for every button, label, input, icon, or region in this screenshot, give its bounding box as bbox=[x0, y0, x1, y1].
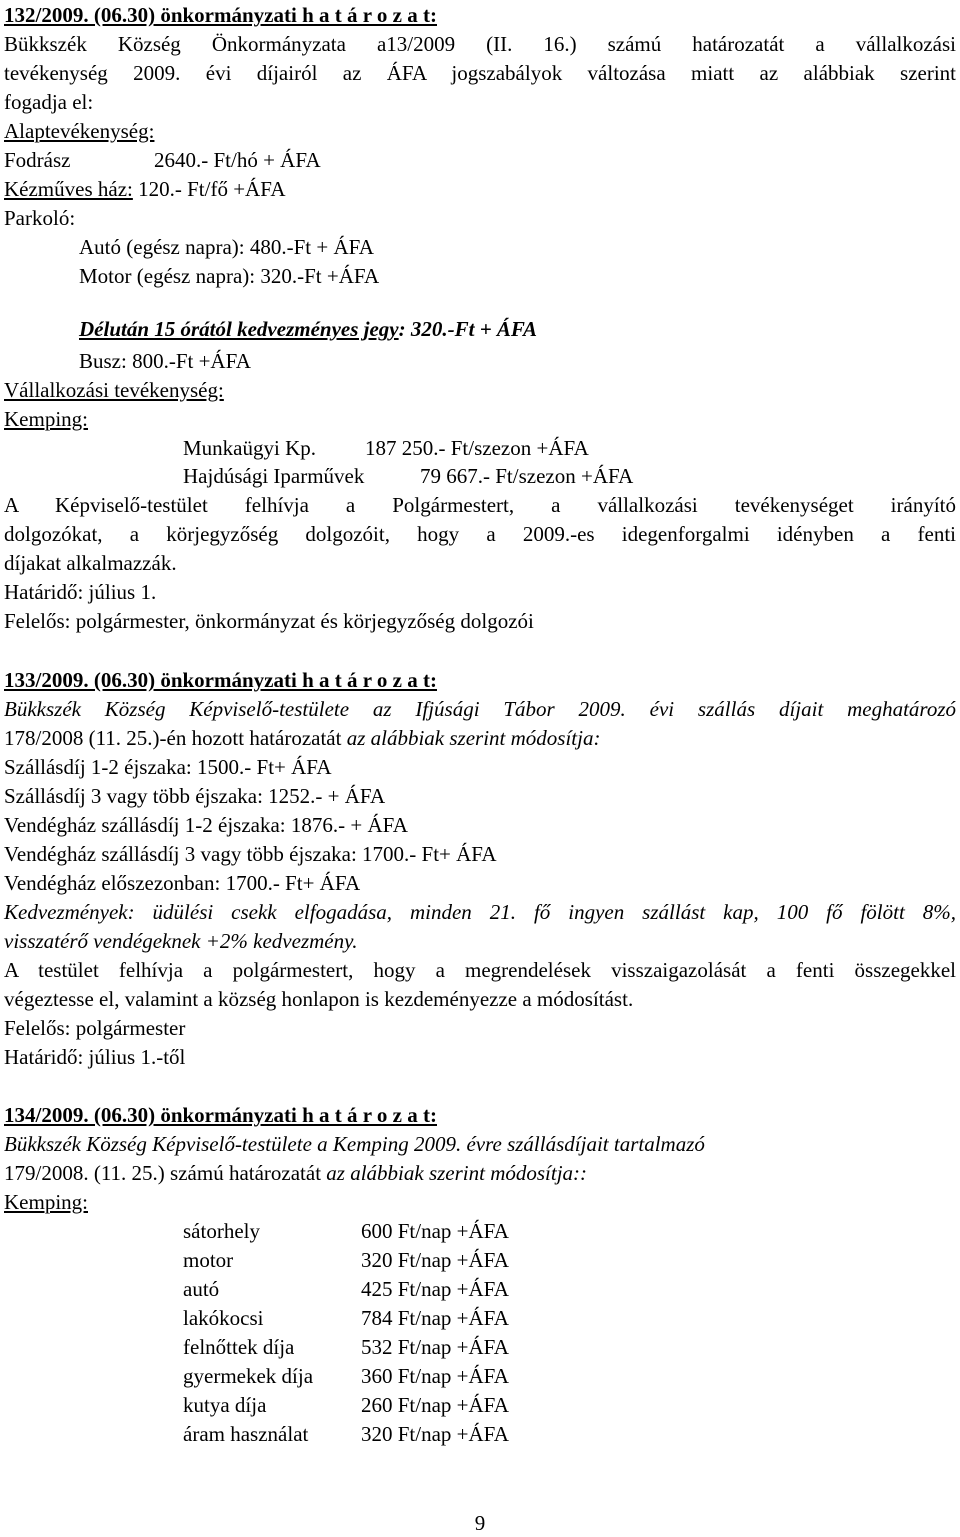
paragraph-line: A Képviselő-testület felhívja a Polgármestert, a vállalkozási tevékenységet irányító bbox=[4, 493, 956, 517]
rate-value: 320 Ft/nap +ÁFA bbox=[361, 1422, 509, 1446]
deadline-2: Határidő: július 1.-től bbox=[4, 1045, 186, 1069]
resolution-133-heading: 133/2009. (06.30) önkormányzati h a t á r o z a t: bbox=[4, 668, 437, 692]
munkaugyi-label: Munkaügyi Kp. bbox=[183, 436, 316, 460]
paragraph-line bbox=[4, 1160, 587, 1186]
rate-label: autó bbox=[183, 1277, 220, 1301]
resolution-134-heading: 134/2009. (06.30) önkormányzati h a t á r o z a t: bbox=[4, 1103, 437, 1127]
rate-label: felnőttek díja bbox=[183, 1335, 295, 1359]
rate-value: 360 Ft/nap +ÁFA bbox=[361, 1364, 509, 1388]
rate-label: lakókocsi bbox=[183, 1306, 264, 1330]
paragraph-line: dolgozókat, a körjegyzőség dolgozóit, hogy a 2009.-es idegenforgalmi idényben a fenti bbox=[4, 522, 956, 546]
rate-value: 320 Ft/nap +ÁFA bbox=[361, 1248, 509, 1272]
paragraph-text: 179/2008. (11. 25.) számú határozatát bbox=[4, 1161, 327, 1185]
rate-value: 532 Ft/nap +ÁFA bbox=[361, 1335, 509, 1359]
rate-value: 260 Ft/nap +ÁFA bbox=[361, 1393, 509, 1417]
kezmuves-label: Kézműves ház: bbox=[4, 177, 133, 201]
parkolo-label: Parkoló: bbox=[4, 206, 76, 230]
auto-parking-line: Autó (egész napra): 480.-Ft + ÁFA bbox=[79, 235, 374, 259]
kemping-label: Kemping: bbox=[4, 1190, 88, 1214]
accommodation-rate: Vendégház előszezonban: 1700.- Ft+ ÁFA bbox=[4, 871, 361, 895]
rate-label: sátorhely bbox=[183, 1219, 260, 1243]
fodrasz-label: Fodrász bbox=[4, 148, 71, 172]
accommodation-rate: Szállásdíj 3 vagy több éjszaka: 1252.- + ÁFA bbox=[4, 784, 386, 808]
paragraph-line: fogadja el: bbox=[4, 90, 94, 114]
kemping-label: Kemping: bbox=[4, 407, 88, 431]
paragraph-line: Bükkszék Község Képviselő-testülete a Kemping 2009. évre szállásdíjait tartalmazó bbox=[4, 1132, 705, 1156]
discounts-line: visszatérő vendégeknek +2% kedvezmény. bbox=[4, 929, 358, 953]
paragraph-italic-text: az alábbiak szerint módosítja: bbox=[346, 726, 601, 750]
deadline-1: Határidő: július 1. bbox=[4, 580, 157, 604]
afternoon-discount-line bbox=[79, 316, 537, 342]
rate-label: gyermekek díja bbox=[183, 1364, 314, 1388]
fodrasz-value: 2640.- Ft/hó + ÁFA bbox=[154, 148, 321, 172]
afternoon-discount-value: : 320.-Ft + ÁFA bbox=[398, 317, 538, 341]
rate-label: motor bbox=[183, 1248, 234, 1272]
section-alaptevekenyseg: Alaptevékenység: bbox=[4, 119, 155, 143]
discounts-line: Kedvezmények: üdülési csekk elfogadása, minden 21. fő ingyen szállást kap, 100 fő fölött 8%, bbox=[4, 900, 956, 924]
kezmuves-value: 120.- Ft/fő +ÁFA bbox=[138, 177, 286, 201]
page-number: 9 bbox=[474, 1511, 486, 1535]
paragraph-line: tevékenység 2009. évi díjairól az ÁFA jogszabályok változása miatt az alábbiak szerint bbox=[4, 61, 956, 85]
rate-value: 600 Ft/nap +ÁFA bbox=[361, 1219, 509, 1243]
rate-label: áram használat bbox=[183, 1422, 309, 1446]
accommodation-rate: Szállásdíj 1-2 éjszaka: 1500.- Ft+ ÁFA bbox=[4, 755, 332, 779]
motor-parking-line: Motor (egész napra): 320.-Ft +ÁFA bbox=[79, 264, 380, 288]
resolution-132-heading: 132/2009. (06.30) önkormányzati h a t á r o z a t: bbox=[4, 3, 437, 27]
munkaugyi-value: 187 250.- Ft/szezon +ÁFA bbox=[365, 436, 589, 460]
afternoon-discount-label: Délután 15 órától kedvezményes jegy bbox=[79, 317, 399, 341]
bus-line: Busz: 800.-Ft +ÁFA bbox=[79, 349, 251, 373]
paragraph-italic-text: az alábbiak szerint módosítja:: bbox=[326, 1161, 588, 1185]
paragraph-line: díjakat alkalmazzák. bbox=[4, 551, 177, 575]
hajdusagi-label: Hajdúsági Iparművek bbox=[183, 464, 365, 488]
paragraph-line bbox=[4, 725, 600, 751]
rate-value: 425 Ft/nap +ÁFA bbox=[361, 1277, 509, 1301]
accommodation-rate: Vendégház szállásdíj 1-2 éjszaka: 1876.- + ÁFA bbox=[4, 813, 408, 837]
hajdusagi-value: 79 667.- Ft/szezon +ÁFA bbox=[420, 464, 634, 488]
section-vallalkozasi: Vállalkozási tevékenység: bbox=[4, 378, 224, 402]
responsible-1: Felelős: polgármester, önkormányzat és körjegyzőség dolgozói bbox=[4, 609, 534, 633]
rate-value: 784 Ft/nap +ÁFA bbox=[361, 1306, 509, 1330]
accommodation-rate: Vendégház szállásdíj 3 vagy több éjszaka: 1700.- Ft+ ÁFA bbox=[4, 842, 497, 866]
responsible-2: Felelős: polgármester bbox=[4, 1016, 186, 1040]
paragraph-line: Bükkszék Község Képviselő-testülete az Ifjúsági Tábor 2009. évi szállás díjait meghatározó bbox=[4, 697, 956, 721]
paragraph-line: végeztesse el, valamint a község honlapon is kezdeményezze a módosítást. bbox=[4, 987, 634, 1011]
rate-label: kutya díja bbox=[183, 1393, 267, 1417]
paragraph-line: Bükkszék Község Önkormányzata a13/2009 (II. 16.) számú határozatát a vállalkozási bbox=[4, 32, 956, 56]
paragraph-text: 178/2008 (11. 25.)-én hozott határozatát bbox=[4, 726, 347, 750]
kezmuves-row bbox=[4, 176, 286, 202]
paragraph-line: A testület felhívja a polgármestert, hogy a megrendelések visszaigazolását a fenti összegekkel bbox=[4, 958, 956, 982]
